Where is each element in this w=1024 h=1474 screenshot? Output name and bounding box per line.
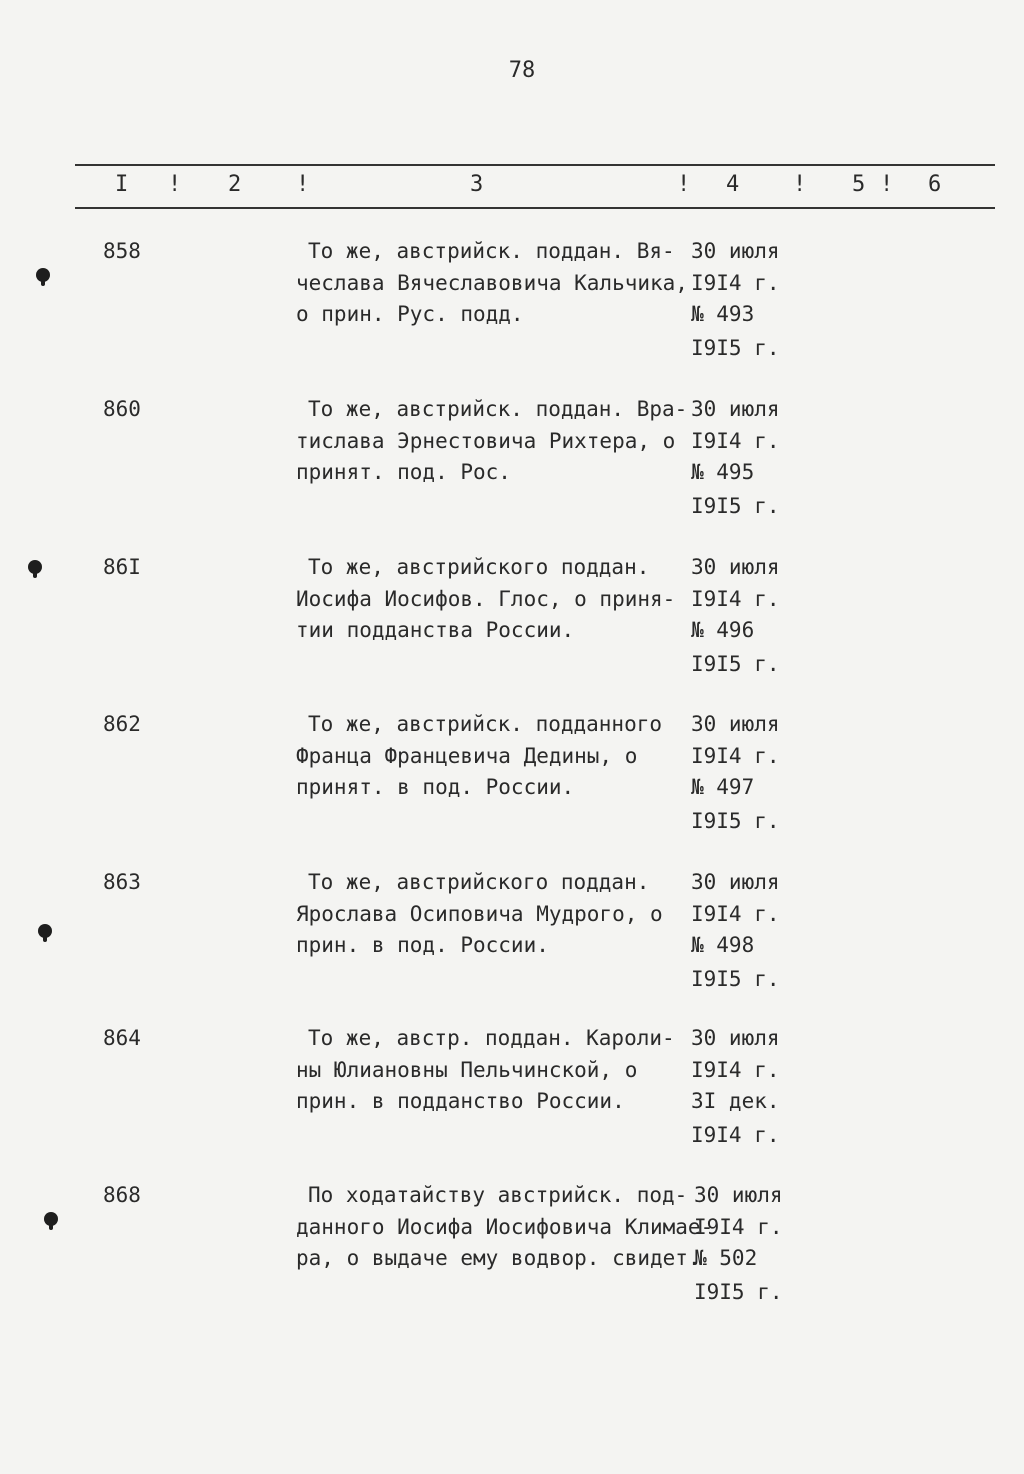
entry-number: 860 xyxy=(103,397,141,421)
description-line: Иосифа Иосифов. Глос, о приня- xyxy=(296,586,676,611)
table-row xyxy=(0,552,1024,702)
description-line: То же, австр. поддан. Кароли- xyxy=(308,1026,675,1050)
date-line: I9I5 г. xyxy=(691,335,780,360)
description-line: принят. в под. России. xyxy=(296,775,575,799)
entry-number: 86I xyxy=(103,555,141,579)
entry-number: 868 xyxy=(103,1183,141,1207)
binding-hole-mark xyxy=(38,924,52,938)
entry-description xyxy=(296,1180,714,1275)
column-header-2: 2 xyxy=(228,172,242,197)
description-line: То же, австрийского поддан. xyxy=(308,870,650,894)
table-row xyxy=(0,709,1024,859)
date-line: 30 июля xyxy=(691,239,780,263)
description-line: прин. в подданство России. xyxy=(296,1089,625,1113)
date-line: 30 июля xyxy=(691,712,780,736)
entry-dates xyxy=(694,1180,824,1308)
date-line: I9I4 г. xyxy=(691,586,780,611)
date-line: I9I5 г. xyxy=(694,1279,783,1304)
entry-dates xyxy=(691,552,821,680)
column-separator: ! xyxy=(880,172,894,197)
date-line: I9I4 г. xyxy=(691,270,780,295)
description-line: По ходатайству австрийск. под- xyxy=(308,1183,688,1207)
binding-hole-mark xyxy=(28,560,42,574)
entry-description xyxy=(296,552,686,647)
entry-dates xyxy=(691,394,821,522)
column-header-4: 4 xyxy=(726,172,740,197)
date-line: № 498 xyxy=(691,933,755,957)
description-line: То же, австрийского поддан. xyxy=(308,555,650,579)
description-line: Франца Францевича Дедины, о xyxy=(296,743,638,768)
description-line: принят. под. Рос. xyxy=(296,460,511,484)
description-line: прин. в под. России. xyxy=(296,933,549,957)
date-line: 30 июля xyxy=(691,555,780,579)
description-line: Ярослава Осиповича Мудрого, о xyxy=(296,901,663,926)
column-separator: ! xyxy=(793,172,807,197)
table-row xyxy=(0,867,1024,1017)
page-number: 78 xyxy=(508,58,536,83)
date-line: I9I4 г. xyxy=(691,901,780,926)
description-line: данного Иосифа Иосифовича Климае- xyxy=(296,1214,714,1239)
date-line: № 493 xyxy=(691,302,755,326)
date-line: I9I4 г. xyxy=(691,1122,780,1147)
entry-description xyxy=(296,236,686,331)
table-row xyxy=(0,236,1024,386)
date-line: I9I4 г. xyxy=(691,1057,780,1082)
entry-number: 863 xyxy=(103,870,141,894)
column-separator: ! xyxy=(296,172,310,197)
table-row xyxy=(0,394,1024,544)
description-line: о прин. Рус. подд. xyxy=(296,302,524,326)
date-line: № 495 xyxy=(691,460,755,484)
entry-description xyxy=(296,394,686,489)
table-row xyxy=(0,1180,1024,1330)
date-line: I9I4 г. xyxy=(691,428,780,453)
date-line: 3I дек. xyxy=(691,1089,780,1113)
column-header-1: I xyxy=(115,172,129,197)
description-line: чеслава Вячеславовича Кальчика, xyxy=(296,270,688,295)
date-line: I9I4 г. xyxy=(694,1214,783,1239)
column-header-3: 3 xyxy=(470,172,484,197)
description-line: То же, австрийск. поддан. Вя- xyxy=(308,239,675,263)
entry-number: 864 xyxy=(103,1026,141,1050)
description-line: тии подданства России. xyxy=(296,618,575,642)
date-line: № 502 xyxy=(694,1246,758,1270)
entry-dates xyxy=(691,1023,821,1151)
binding-hole-mark xyxy=(36,268,50,282)
table-row xyxy=(0,1023,1024,1173)
date-line: I9I5 г. xyxy=(691,966,780,991)
header-rule-top xyxy=(75,164,995,166)
date-line: 30 июля xyxy=(691,1026,780,1050)
column-header-5: 5 xyxy=(852,172,866,197)
entry-number: 862 xyxy=(103,712,141,736)
column-header-6: 6 xyxy=(928,172,942,197)
header-rule-bottom xyxy=(75,207,995,209)
entry-dates xyxy=(691,709,821,837)
entry-description xyxy=(296,709,686,804)
date-line: 30 июля xyxy=(691,397,780,421)
description-line: То же, австрийск. подданного xyxy=(308,712,663,736)
date-line: I9I5 г. xyxy=(691,651,780,676)
date-line: I9I5 г. xyxy=(691,493,780,518)
description-line: ра, о выдаче ему водвор. свидет. xyxy=(296,1246,701,1270)
column-separator: ! xyxy=(677,172,691,197)
date-line: I9I4 г. xyxy=(691,743,780,768)
entry-description xyxy=(296,867,686,962)
column-separator: ! xyxy=(168,172,182,197)
description-line: ны Юлиановны Пельчинской, о xyxy=(296,1057,638,1082)
date-line: 30 июля xyxy=(694,1183,783,1207)
entry-dates xyxy=(691,236,821,364)
entry-number: 858 xyxy=(103,239,141,263)
description-line: То же, австрийск. поддан. Вра- xyxy=(308,397,688,421)
entry-dates xyxy=(691,867,821,995)
date-line: № 496 xyxy=(691,618,755,642)
date-line: № 497 xyxy=(691,775,755,799)
description-line: тислава Эрнестовича Рихтера, о xyxy=(296,428,676,453)
entry-description xyxy=(296,1023,686,1118)
date-line: 30 июля xyxy=(691,870,780,894)
binding-hole-mark xyxy=(44,1212,58,1226)
date-line: I9I5 г. xyxy=(691,808,780,833)
